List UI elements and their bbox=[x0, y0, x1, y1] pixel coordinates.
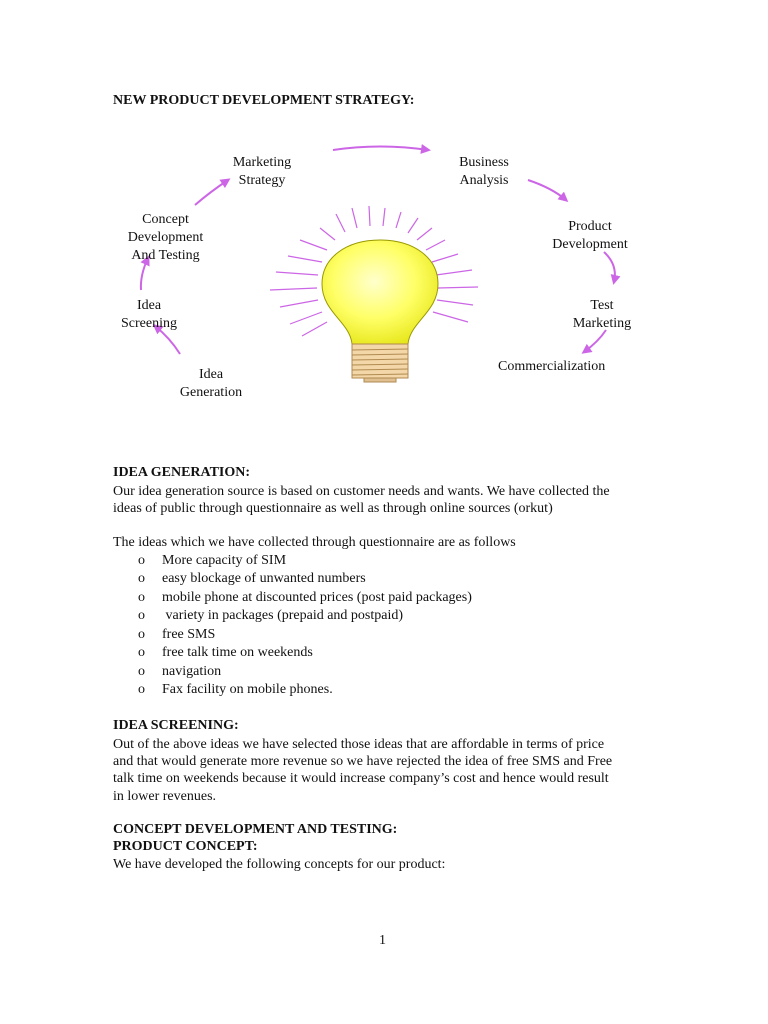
bulb-glass bbox=[322, 240, 438, 344]
arrow-marketing-to-business bbox=[333, 147, 428, 151]
list-item: o More capacity of SIM bbox=[138, 553, 287, 568]
idea-screening-text-line-3: talk time on weekends because it would increase company’s cost and hence would result bbox=[113, 771, 609, 786]
list-item: o Fax facility on mobile phones. bbox=[138, 682, 333, 697]
idea-generation-heading: IDEA GENERATION: bbox=[113, 465, 251, 480]
list-item: o mobile phone at discounted prices (post paid packages) bbox=[138, 590, 472, 605]
stage-product-development: Product Development bbox=[552, 219, 628, 252]
idea-screening-text-line-1: Out of the above ideas we have selected those ideas that are affordable in terms of price bbox=[113, 737, 605, 752]
bullet-marker: o bbox=[138, 608, 145, 623]
idea-screening-heading: IDEA SCREENING: bbox=[113, 718, 239, 733]
list-item: o free talk time on weekends bbox=[138, 645, 313, 660]
product-concept-subheading: PRODUCT CONCEPT: bbox=[113, 839, 258, 854]
idea-screening-text-line-2: and that would generate more revenue so we have rejected the idea of free SMS and Free bbox=[113, 754, 613, 769]
stage-marketing-strategy: Marketing Strategy bbox=[232, 155, 292, 188]
list-item: o variety in packages (prepaid and postpaid) bbox=[138, 608, 404, 623]
bullet-marker: o bbox=[138, 664, 145, 679]
bulb-base bbox=[352, 344, 408, 382]
stage-idea-screening: Idea Screening bbox=[121, 298, 177, 331]
arrow-test-to-commercialization bbox=[584, 330, 606, 352]
stage-commercialization: Commercialization bbox=[498, 359, 606, 374]
bullet-marker: o bbox=[138, 645, 145, 660]
stage-concept-development-testing: Concept Development And Testing bbox=[127, 212, 204, 263]
stage-idea-generation: Idea Generation bbox=[179, 367, 243, 400]
arrow-product-to-test bbox=[604, 252, 615, 282]
bullet-marker: o bbox=[138, 553, 145, 568]
ideas-intro-text: The ideas which we have collected through questionnaire are as follows bbox=[113, 535, 516, 550]
idea-screening-text-line-4: in lower revenues. bbox=[113, 789, 217, 804]
page-title: NEW PRODUCT DEVELOPMENT STRATEGY: bbox=[113, 93, 415, 108]
product-concept-text: We have developed the following concepts for our product: bbox=[113, 857, 446, 872]
stage-test-marketing: Test Marketing bbox=[572, 298, 632, 331]
bullet-marker: o bbox=[138, 627, 145, 642]
page-number: 1 bbox=[379, 933, 386, 948]
stage-business-analysis: Business Analysis bbox=[459, 155, 509, 188]
list-item: o navigation bbox=[138, 664, 222, 679]
bullet-marker: o bbox=[138, 682, 145, 697]
lightbulb-icon bbox=[270, 206, 478, 382]
idea-generation-text-line-1: Our idea generation source is based on customer needs and wants. We have collected the bbox=[113, 484, 610, 499]
idea-generation-text-line-2: ideas of public through questionnaire as well as through online sources (orkut) bbox=[113, 501, 553, 516]
concept-development-heading: CONCEPT DEVELOPMENT AND TESTING: bbox=[113, 822, 398, 837]
bullet-marker: o bbox=[138, 571, 145, 586]
bullet-marker: o bbox=[138, 590, 145, 605]
arrow-business-to-product bbox=[528, 180, 566, 200]
product-development-cycle-diagram bbox=[0, 0, 768, 420]
list-item: o easy blockage of unwanted numbers bbox=[138, 571, 366, 586]
list-item: o free SMS bbox=[138, 627, 216, 642]
